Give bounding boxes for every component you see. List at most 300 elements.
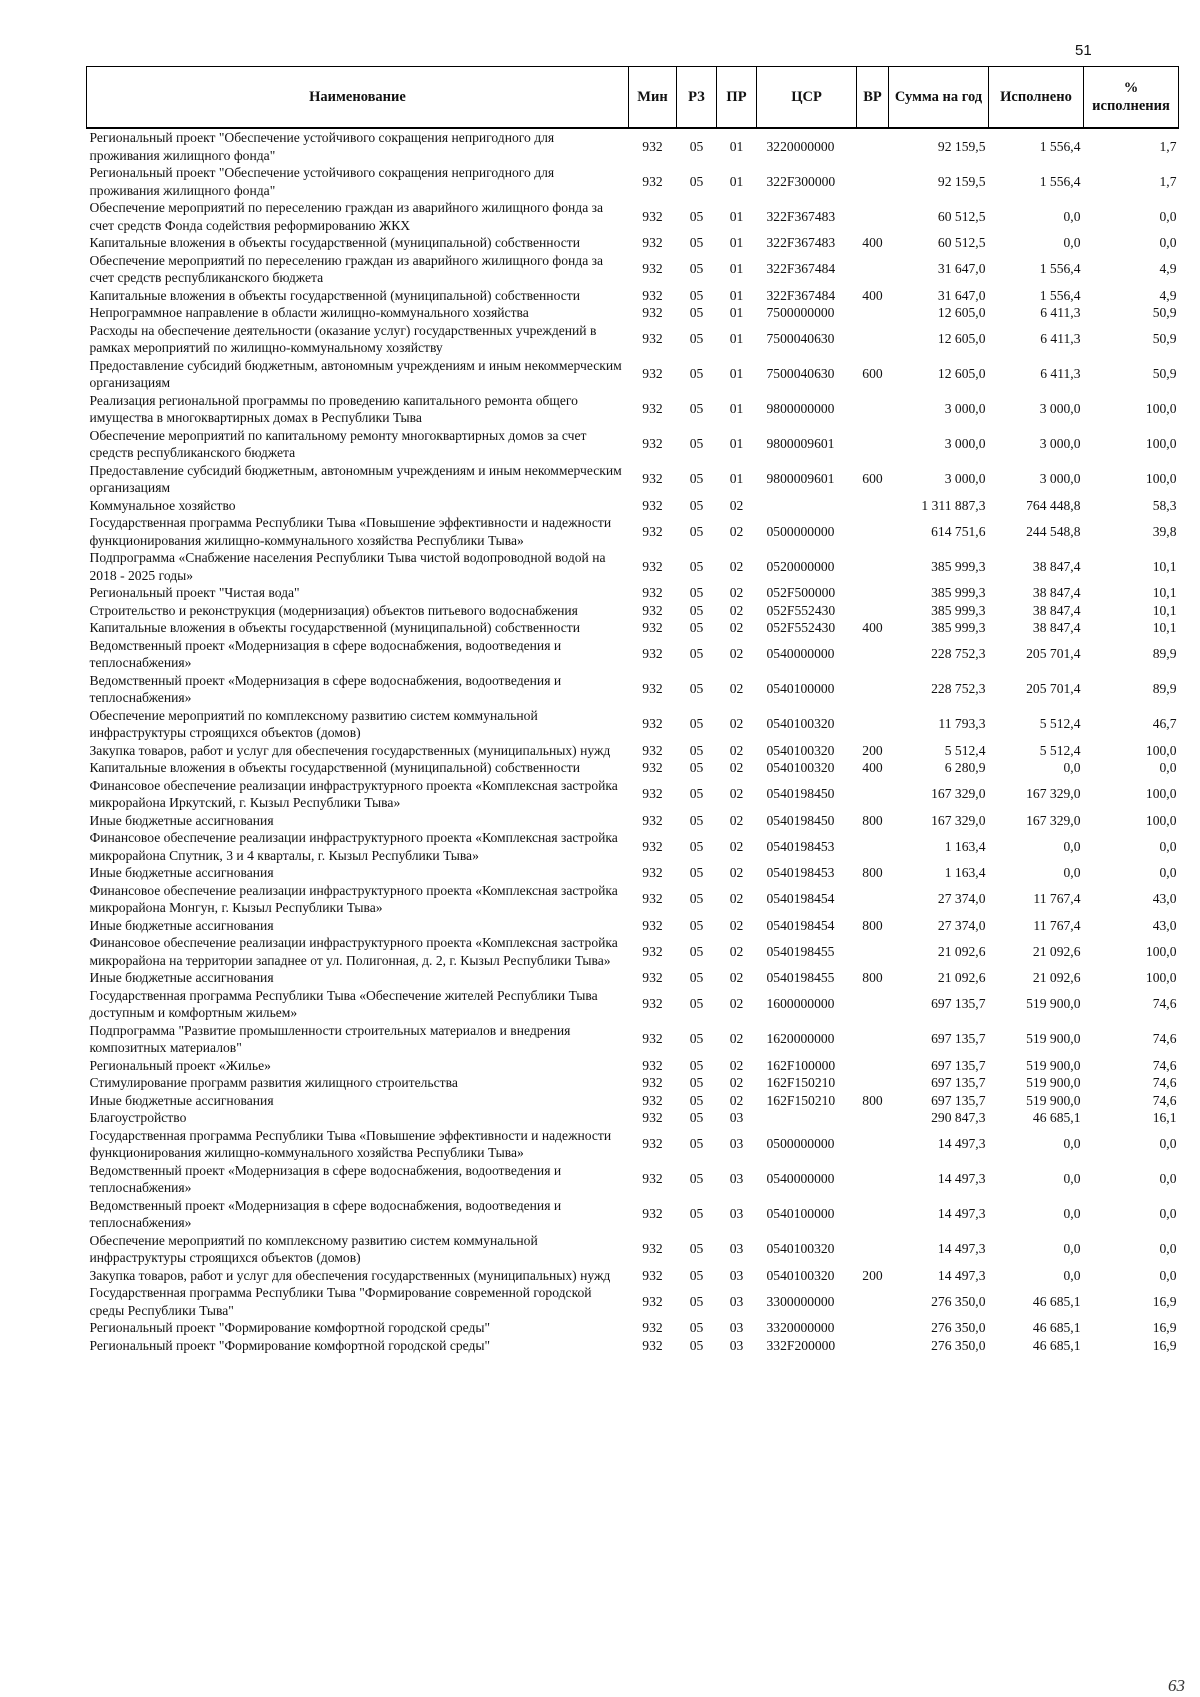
row-vr: 800 xyxy=(862,917,883,933)
row-pct: 1,7 xyxy=(1159,173,1177,189)
row-min: 932 xyxy=(642,838,663,854)
row-rz: 05 xyxy=(689,1092,704,1108)
row-sum: 14 497,3 xyxy=(937,1206,986,1222)
table-row xyxy=(87,987,1179,1022)
row-sum: 385 999,3 xyxy=(931,558,986,574)
row-csr: 7500040630 xyxy=(766,366,835,382)
row-sum: 14 497,3 xyxy=(937,1136,986,1152)
row-rz: 05 xyxy=(689,585,704,600)
row-pr: 02 xyxy=(729,1031,744,1047)
row-name: Обеспечение мероприятий по переселению граждан из аварийного жилищного фонда за счет средств республиканского бюджета xyxy=(89,252,604,285)
table-row xyxy=(87,1197,1179,1232)
row-name: Государственная программа Республики Тыва «Обеспечение жителей Республики Тыва доступным и комфортным жильем» xyxy=(89,987,598,1020)
row-sum: 276 350,0 xyxy=(931,1337,986,1353)
row-pct: 39,8 xyxy=(1152,523,1177,539)
row-pct: 100,0 xyxy=(1145,471,1177,487)
row-sum: 12 605,0 xyxy=(937,366,986,382)
table-row xyxy=(87,812,1179,830)
row-min: 932 xyxy=(642,1031,663,1047)
row-csr: 0540100000 xyxy=(766,681,835,697)
row-pct: 74,6 xyxy=(1152,1057,1177,1073)
row-name: Региональный проект "Обеспечение устойчивого сокращения непригодного для проживания жилищного фонда" xyxy=(89,165,555,198)
row-name: Коммунальное хозяйство xyxy=(89,497,236,513)
row-sum: 1 311 887,3 xyxy=(921,497,986,513)
row-done: 6 411,3 xyxy=(1040,305,1081,320)
row-csr: 0540100320 xyxy=(766,1241,835,1257)
table-row xyxy=(87,1057,1179,1075)
row-pct: 100,0 xyxy=(1145,786,1177,802)
row-pct: 16,1 xyxy=(1152,1110,1177,1125)
row-rz: 05 xyxy=(689,620,704,635)
row-name: Ведомственный проект «Модернизация в сфере водоснабжения, водоотведения и теплоснабжения» xyxy=(89,637,562,670)
table-row xyxy=(87,549,1179,584)
row-done: 0,0 xyxy=(1063,1206,1081,1222)
row-rz: 05 xyxy=(689,812,704,828)
row-rz: 05 xyxy=(689,471,704,487)
header-done: Исполнено xyxy=(989,67,1084,129)
row-done: 764 448,8 xyxy=(1026,497,1081,513)
table-row xyxy=(87,1109,1179,1127)
row-pr: 02 xyxy=(729,681,744,697)
row-done: 0,0 xyxy=(1063,838,1081,854)
row-done: 205 701,4 xyxy=(1026,646,1081,662)
row-rz: 05 xyxy=(689,786,704,802)
row-vr xyxy=(857,934,889,969)
row-min: 932 xyxy=(642,1241,663,1257)
row-name: Подпрограмма «Снабжение населения Республики Тыва чистой водопроводной водой на 2018 - 2025 годы» xyxy=(89,550,606,583)
row-csr: 0540198453 xyxy=(766,865,835,880)
row-min: 932 xyxy=(642,401,663,417)
row-pct: 0,0 xyxy=(1159,1241,1177,1257)
row-done: 46 685,1 xyxy=(1032,1320,1081,1335)
row-pct: 46,7 xyxy=(1152,716,1177,732)
row-min: 932 xyxy=(642,943,663,959)
table-row xyxy=(87,934,1179,969)
table-row xyxy=(87,864,1179,882)
row-name: Обеспечение мероприятий по капитальному ремонту многоквартирных домов за счет средств республиканского бюджета xyxy=(89,427,587,460)
row-name: Иные бюджетные ассигнования xyxy=(89,1092,274,1108)
row-pr: 01 xyxy=(729,287,744,303)
row-rz: 05 xyxy=(689,1110,704,1125)
row-sum: 228 752,3 xyxy=(931,681,986,697)
row-done: 0,0 xyxy=(1063,760,1081,775)
row-rz: 05 xyxy=(689,646,704,662)
row-min: 932 xyxy=(642,1337,663,1353)
row-rz: 05 xyxy=(689,235,704,250)
row-min: 932 xyxy=(642,646,663,662)
row-done: 244 548,8 xyxy=(1026,523,1081,539)
row-min: 932 xyxy=(642,331,663,347)
row-rz: 05 xyxy=(689,1293,704,1309)
row-pr: 03 xyxy=(729,1110,744,1125)
row-pr: 02 xyxy=(729,760,744,775)
row-name: Государственная программа Республики Тыва «Повышение эффективности и надежности функционирования жилищно-коммунального хозяйства Республики Тыва» xyxy=(89,1127,612,1160)
row-name: Закупка товаров, работ и услуг для обеспечения государственных (муниципальных) нужд xyxy=(89,742,611,758)
row-name: Закупка товаров, работ и услуг для обеспечения государственных (муниципальных) нужд xyxy=(89,1267,611,1283)
row-done: 21 092,6 xyxy=(1032,970,1081,985)
row-min: 932 xyxy=(642,523,663,539)
row-vr xyxy=(857,1057,889,1075)
row-pct: 0,0 xyxy=(1159,1136,1177,1152)
row-name: Региональный проект "Обеспечение устойчивого сокращения непригодного для проживания жилищного фонда" xyxy=(89,130,555,163)
row-name: Финансовое обеспечение реализации инфраструктурного проекта «Комплексная застройка микрорайона Спутник, 3 и 4 кварталы, г. Кызыл Республики Тыва» xyxy=(89,830,618,863)
row-sum: 27 374,0 xyxy=(937,891,986,907)
table-row xyxy=(87,1074,1179,1092)
row-pr: 01 xyxy=(729,305,744,320)
row-done: 1 556,4 xyxy=(1039,287,1081,303)
row-name: Капитальные вложения в объекты государственной (муниципальной) собственности xyxy=(89,760,580,775)
table-row xyxy=(87,322,1179,357)
row-pr: 02 xyxy=(729,602,744,618)
row-sum: 385 999,3 xyxy=(931,585,986,600)
row-sum: 276 350,0 xyxy=(931,1293,986,1309)
row-min: 932 xyxy=(642,716,663,732)
row-done: 5 512,4 xyxy=(1039,742,1081,758)
row-vr: 200 xyxy=(862,742,883,758)
row-csr: 0540000000 xyxy=(766,1171,835,1187)
row-done: 0,0 xyxy=(1063,1267,1081,1283)
row-name: Обеспечение мероприятий по комплексному развитию систем коммунальной инфраструктуры строящихся объектов (домов) xyxy=(89,707,538,740)
row-min: 932 xyxy=(642,558,663,574)
row-rz: 05 xyxy=(689,497,704,513)
row-sum: 21 092,6 xyxy=(937,970,986,985)
row-rz: 05 xyxy=(689,716,704,732)
row-vr: 400 xyxy=(862,620,883,635)
row-name: Капитальные вложения в объекты государственной (муниципальной) собственности xyxy=(89,287,580,303)
row-vr xyxy=(857,304,889,322)
row-sum: 12 605,0 xyxy=(937,305,986,320)
row-name: Строительство и реконструкция (модернизация) объектов питьевого водоснабжения xyxy=(89,602,578,618)
row-pr: 02 xyxy=(729,585,744,600)
row-min: 932 xyxy=(642,471,663,487)
row-pct: 50,9 xyxy=(1152,366,1177,382)
row-min: 932 xyxy=(642,1110,663,1125)
row-rz: 05 xyxy=(689,1267,704,1283)
row-csr: 9800000000 xyxy=(766,401,835,417)
row-rz: 05 xyxy=(689,1075,704,1090)
row-vr xyxy=(857,427,889,462)
row-vr: 600 xyxy=(862,471,883,487)
table-header xyxy=(87,67,1179,129)
table-row xyxy=(87,759,1179,777)
row-sum: 697 135,7 xyxy=(931,1057,986,1073)
row-pct: 0,0 xyxy=(1159,1171,1177,1187)
row-name: Ведомственный проект «Модернизация в сфере водоснабжения, водоотведения и теплоснабжения» xyxy=(89,672,562,705)
row-pr: 02 xyxy=(729,891,744,907)
row-done: 167 329,0 xyxy=(1026,786,1081,802)
row-csr: 0540100320 xyxy=(766,742,835,758)
row-min: 932 xyxy=(642,996,663,1012)
row-sum: 614 751,6 xyxy=(931,523,986,539)
row-pr: 03 xyxy=(729,1337,744,1353)
row-csr: 0540198453 xyxy=(766,838,835,854)
row-vr xyxy=(857,1197,889,1232)
row-name: Стимулирование программ развития жилищного строительства xyxy=(89,1075,458,1090)
row-vr xyxy=(857,497,889,515)
table-row xyxy=(87,1267,1179,1285)
row-pr: 03 xyxy=(729,1320,744,1335)
row-name: Региональный проект "Чистая вода" xyxy=(89,585,300,600)
row-vr xyxy=(857,514,889,549)
row-name: Финансовое обеспечение реализации инфраструктурного проекта «Комплексная застройка микрорайона Монгун, г. Кызыл Республики Тыва» xyxy=(89,882,618,915)
row-pct: 100,0 xyxy=(1145,436,1177,452)
row-pct: 10,1 xyxy=(1152,585,1177,600)
row-done: 0,0 xyxy=(1063,235,1081,250)
row-csr: 0520000000 xyxy=(766,558,835,574)
row-csr: 052F552430 xyxy=(766,602,836,618)
row-name: Обеспечение мероприятий по переселению граждан из аварийного жилищного фонда за счет средств Фонда содействия реформированию ЖКХ xyxy=(89,200,604,233)
row-rz: 05 xyxy=(689,208,704,224)
header-pr: ПР xyxy=(717,67,757,129)
row-csr: 3320000000 xyxy=(766,1320,835,1335)
table-row xyxy=(87,742,1179,760)
row-sum: 1 163,4 xyxy=(944,838,986,854)
row-pct: 43,0 xyxy=(1152,917,1177,933)
row-rz: 05 xyxy=(689,917,704,933)
row-sum: 3 000,0 xyxy=(944,401,986,417)
row-pct: 100,0 xyxy=(1145,401,1177,417)
row-csr: 0540100320 xyxy=(766,1267,835,1283)
row-pct: 50,9 xyxy=(1152,331,1177,347)
row-rz: 05 xyxy=(689,401,704,417)
row-csr: 322F367483 xyxy=(766,208,836,224)
table-row xyxy=(87,199,1179,234)
row-pct: 58,3 xyxy=(1152,497,1177,513)
row-sum: 31 647,0 xyxy=(937,261,986,277)
row-pr: 02 xyxy=(729,865,744,880)
row-pct: 74,6 xyxy=(1152,996,1177,1012)
row-sum: 60 512,5 xyxy=(937,235,986,250)
row-vr xyxy=(857,672,889,707)
row-name: Подпрограмма "Развитие промышленности строительных материалов и внедрения композитных материалов" xyxy=(89,1022,571,1055)
row-rz: 05 xyxy=(689,173,704,189)
row-done: 519 900,0 xyxy=(1026,1031,1081,1047)
row-rz: 05 xyxy=(689,602,704,618)
row-csr: 322F367484 xyxy=(766,287,836,303)
row-min: 932 xyxy=(642,173,663,189)
row-vr: 800 xyxy=(862,865,883,880)
row-name: Финансовое обеспечение реализации инфраструктурного проекта «Комплексная застройка микрорайона Иркутский, г. Кызыл Республики Тыва» xyxy=(89,777,618,810)
row-pr: 01 xyxy=(729,436,744,452)
row-pct: 50,9 xyxy=(1152,305,1177,320)
row-done: 11 767,4 xyxy=(1033,891,1081,907)
row-done: 0,0 xyxy=(1063,1241,1081,1257)
table-row xyxy=(87,707,1179,742)
table-row xyxy=(87,1284,1179,1319)
table-row xyxy=(87,462,1179,497)
row-done: 38 847,4 xyxy=(1032,620,1081,635)
row-pr: 02 xyxy=(729,1075,744,1090)
row-pr: 01 xyxy=(729,471,744,487)
row-pr: 02 xyxy=(729,1057,744,1073)
row-vr xyxy=(857,1319,889,1337)
row-pr: 02 xyxy=(729,620,744,635)
row-done: 11 767,4 xyxy=(1033,917,1081,933)
row-csr: 0540100320 xyxy=(766,716,835,732)
row-pct: 100,0 xyxy=(1145,812,1177,828)
row-done: 38 847,4 xyxy=(1032,585,1081,600)
row-done: 0,0 xyxy=(1063,208,1081,224)
row-done: 1 556,4 xyxy=(1039,173,1081,189)
row-pct: 0,0 xyxy=(1159,1267,1177,1283)
row-vr xyxy=(857,777,889,812)
row-vr xyxy=(857,164,889,199)
row-vr xyxy=(857,1232,889,1267)
row-pr: 03 xyxy=(729,1293,744,1309)
row-sum: 290 847,3 xyxy=(931,1110,986,1125)
row-done: 3 000,0 xyxy=(1039,436,1081,452)
row-vr xyxy=(857,584,889,602)
row-min: 932 xyxy=(642,891,663,907)
row-pct: 0,0 xyxy=(1159,1206,1177,1222)
row-min: 932 xyxy=(642,1320,663,1335)
row-pct: 0,0 xyxy=(1159,760,1177,775)
row-name: Ведомственный проект «Модернизация в сфере водоснабжения, водоотведения и теплоснабжения» xyxy=(89,1162,562,1195)
row-min: 932 xyxy=(642,970,663,985)
row-csr xyxy=(757,1109,857,1127)
row-pct: 74,6 xyxy=(1152,1031,1177,1047)
row-name: Капитальные вложения в объекты государственной (муниципальной) собственности xyxy=(89,620,580,635)
row-sum: 14 497,3 xyxy=(937,1267,986,1283)
row-name: Государственная программа Республики Тыва «Повышение эффективности и надежности функционирования жилищно-коммунального хозяйства Республики Тыва» xyxy=(89,515,612,548)
row-done: 6 411,3 xyxy=(1040,366,1081,382)
table-row xyxy=(87,128,1179,164)
row-rz: 05 xyxy=(689,1206,704,1222)
table-row xyxy=(87,584,1179,602)
row-rz: 05 xyxy=(689,1337,704,1353)
row-pct: 1,7 xyxy=(1159,138,1177,154)
row-done: 0,0 xyxy=(1063,1136,1081,1152)
row-csr: 322F367484 xyxy=(766,261,836,277)
row-vr xyxy=(857,1284,889,1319)
row-vr xyxy=(857,199,889,234)
row-min: 932 xyxy=(642,760,663,775)
row-done: 519 900,0 xyxy=(1026,996,1081,1012)
row-rz: 05 xyxy=(689,366,704,382)
row-pct: 0,0 xyxy=(1159,208,1177,224)
row-csr: 0540198455 xyxy=(766,943,835,959)
table-row xyxy=(87,882,1179,917)
budget-table xyxy=(86,66,1179,1354)
row-done: 205 701,4 xyxy=(1026,681,1081,697)
table-row xyxy=(87,969,1179,987)
row-vr xyxy=(857,1074,889,1092)
row-pct: 100,0 xyxy=(1145,970,1177,985)
row-vr xyxy=(857,707,889,742)
row-pct: 4,9 xyxy=(1159,261,1177,277)
row-name: Ведомственный проект «Модернизация в сфере водоснабжения, водоотведения и теплоснабжения» xyxy=(89,1197,562,1230)
row-pr: 01 xyxy=(729,331,744,347)
row-rz: 05 xyxy=(689,891,704,907)
row-rz: 05 xyxy=(689,838,704,854)
row-vr: 800 xyxy=(862,970,883,985)
row-min: 932 xyxy=(642,366,663,382)
row-vr xyxy=(857,128,889,164)
row-sum: 27 374,0 xyxy=(937,917,986,933)
row-min: 932 xyxy=(642,497,663,513)
row-rz: 05 xyxy=(689,1320,704,1335)
table-row xyxy=(87,829,1179,864)
row-sum: 228 752,3 xyxy=(931,646,986,662)
header-min: Мин xyxy=(629,67,677,129)
row-min: 932 xyxy=(642,1057,663,1073)
row-rz: 05 xyxy=(689,742,704,758)
row-pct: 16,9 xyxy=(1152,1293,1177,1309)
row-csr: 0500000000 xyxy=(766,1136,835,1152)
row-name: Предоставление субсидий бюджетным, автономным учреждениям и иным некоммерческим организациям xyxy=(89,357,622,390)
row-rz: 05 xyxy=(689,436,704,452)
row-rz: 05 xyxy=(689,1057,704,1073)
row-name: Реализация региональной программы по проведению капитального ремонта общего имущества в многоквартирных домах в Республики Тыва xyxy=(89,392,578,425)
row-name: Государственная программа Республики Тыва "Формирование современной городской среды Республики Тыва" xyxy=(89,1285,592,1318)
row-min: 932 xyxy=(642,812,663,828)
table-row xyxy=(87,1319,1179,1337)
row-vr xyxy=(857,1127,889,1162)
table-row xyxy=(87,1092,1179,1110)
row-pr: 02 xyxy=(729,812,744,828)
row-min: 932 xyxy=(642,865,663,880)
row-sum: 697 135,7 xyxy=(931,1031,986,1047)
row-pr: 03 xyxy=(729,1267,744,1283)
row-vr xyxy=(857,987,889,1022)
row-vr: 400 xyxy=(862,235,883,250)
header-rz: РЗ xyxy=(677,67,717,129)
row-pct: 16,9 xyxy=(1152,1320,1177,1335)
row-rz: 05 xyxy=(689,558,704,574)
row-pct: 74,6 xyxy=(1152,1092,1177,1108)
row-csr: 1600000000 xyxy=(766,996,835,1012)
table-row xyxy=(87,1162,1179,1197)
row-rz: 05 xyxy=(689,305,704,320)
row-csr: 162F100000 xyxy=(766,1057,836,1073)
row-sum: 60 512,5 xyxy=(937,208,986,224)
row-vr xyxy=(857,637,889,672)
row-name: Благоустройство xyxy=(89,1110,187,1125)
row-done: 0,0 xyxy=(1063,865,1081,880)
row-min: 932 xyxy=(642,436,663,452)
row-min: 932 xyxy=(642,235,663,250)
row-pct: 89,9 xyxy=(1152,681,1177,697)
row-pr: 02 xyxy=(729,786,744,802)
row-name: Региональный проект «Жилье» xyxy=(89,1057,271,1073)
table-row xyxy=(87,392,1179,427)
row-pr: 02 xyxy=(729,970,744,985)
row-pr: 01 xyxy=(729,401,744,417)
row-sum: 92 159,5 xyxy=(937,138,986,154)
row-rz: 05 xyxy=(689,1241,704,1257)
row-pr: 01 xyxy=(729,208,744,224)
row-pr: 01 xyxy=(729,138,744,154)
row-pct: 74,6 xyxy=(1152,1075,1177,1090)
row-sum: 697 135,7 xyxy=(931,996,986,1012)
table-row xyxy=(87,164,1179,199)
row-vr: 600 xyxy=(862,366,883,382)
row-rz: 05 xyxy=(689,331,704,347)
row-vr xyxy=(857,252,889,287)
row-vr: 400 xyxy=(862,287,883,303)
table-row xyxy=(87,357,1179,392)
table-row xyxy=(87,234,1179,252)
row-pr: 03 xyxy=(729,1206,744,1222)
row-rz: 05 xyxy=(689,760,704,775)
row-csr: 162F150210 xyxy=(766,1075,836,1090)
row-sum: 3 000,0 xyxy=(944,436,986,452)
row-sum: 92 159,5 xyxy=(937,173,986,189)
row-pct: 10,1 xyxy=(1152,558,1177,574)
row-min: 932 xyxy=(642,1293,663,1309)
row-csr: 052F500000 xyxy=(766,585,836,600)
row-sum: 697 135,7 xyxy=(931,1092,986,1108)
